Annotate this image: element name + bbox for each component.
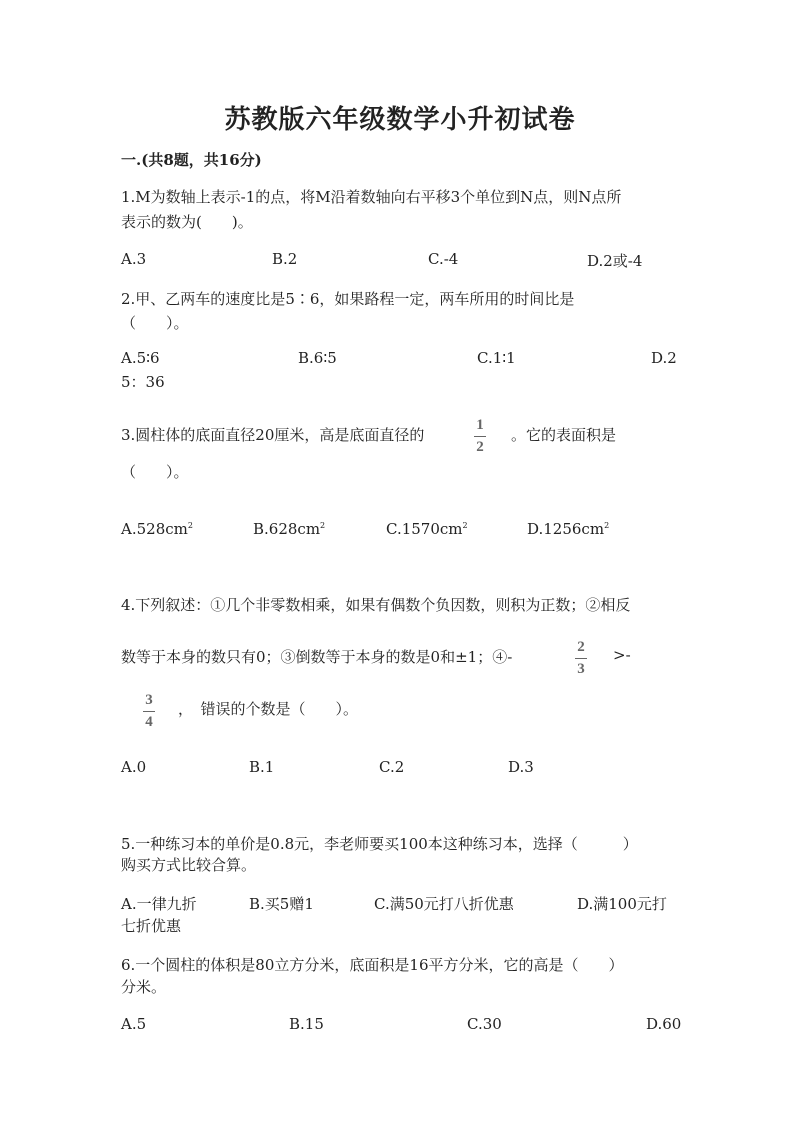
option-d[interactable]: D.60 [646, 1015, 682, 1033]
question-text: 2.甲、乙两车的速度比是5∶6，如果路程一定，两车所用的时间比是 [121, 290, 575, 308]
question-text: 购买方式比较合算。 [121, 856, 257, 874]
option-d[interactable]: D.2或-4 [587, 252, 643, 270]
question-text: 5.一种练习本的单价是0.8元，李老师要买100本这种练习本，选择（ ） [121, 835, 638, 853]
fraction [143, 693, 155, 730]
option-a[interactable]: A.0 [121, 758, 147, 776]
option-a[interactable]: A.5 [121, 1015, 147, 1033]
question-text: 3.圆柱体的底面直径20厘米，高是底面直径的 [121, 426, 425, 444]
option-c[interactable]: C.-4 [428, 250, 459, 268]
question-text: （ ）。 [121, 314, 189, 332]
question-text: 6.一个圆柱的体积是80立方分米，底面积是16平方分米，它的高是（ ） [121, 956, 624, 974]
option-d[interactable]: D.满100元打 [577, 895, 667, 913]
option-c[interactable]: C.2 [379, 758, 405, 776]
option-b[interactable]: B.2 [272, 250, 298, 268]
fraction-numerator: 1 [476, 417, 484, 433]
unit-superscript: 2 [462, 521, 468, 530]
option-c[interactable] [386, 520, 468, 538]
question-text: 数等于本身的数只有0；③倒数等于本身的数是0和±1；④- [121, 648, 513, 666]
fraction-bar [143, 711, 155, 712]
fraction [575, 640, 587, 677]
option-b[interactable]: B.15 [289, 1015, 324, 1033]
option-b[interactable]: B.6∶5 [298, 349, 337, 367]
question-text: （ ）。 [121, 463, 189, 481]
question-text: 分米。 [121, 978, 167, 996]
fraction-numerator: 2 [577, 639, 585, 655]
question-text: >- [613, 646, 631, 664]
option-c[interactable]: C.1∶1 [477, 349, 516, 367]
unit-superscript: 2 [604, 521, 610, 530]
fraction-numerator: 3 [145, 692, 153, 708]
option-b[interactable] [253, 520, 325, 538]
question-text: 表示的数为( )。 [121, 213, 253, 231]
fraction-bar [575, 658, 587, 659]
option-d-wrap: 5：36 [121, 373, 165, 391]
option-text: B.628cm [253, 520, 321, 538]
option-d[interactable]: D.2 [651, 349, 677, 367]
option-a[interactable] [121, 520, 193, 538]
unit-superscript: 2 [320, 521, 326, 530]
question-text: 4.下列叙述：①几个非零数相乘，如果有偶数个负因数，则积为正数；②相反 [121, 596, 631, 614]
section-heading: 一.(共8题，共16分) [121, 151, 262, 169]
page-title: 苏教版六年级数学小升初试卷 [224, 105, 576, 135]
fraction-denominator: 4 [145, 714, 153, 730]
option-c[interactable]: C.满50元打八折优惠 [374, 895, 514, 913]
option-a[interactable]: A.一律九折 [121, 895, 197, 913]
option-text: C.1570cm [386, 520, 463, 538]
option-a[interactable]: A.3 [121, 250, 147, 268]
unit-superscript: 2 [187, 521, 193, 530]
option-d[interactable]: D.3 [508, 758, 534, 776]
option-d[interactable] [527, 520, 609, 538]
fraction [474, 418, 486, 455]
question-text: 1.M为数轴上表示-1的点，将M沿着数轴向右平移3个单位到N点，则N点所 [121, 188, 622, 206]
question-text: 。它的表面积是 [511, 426, 617, 444]
option-b[interactable]: B.1 [249, 758, 275, 776]
option-text: D.1256cm [527, 520, 605, 538]
option-a[interactable]: A.5∶6 [121, 349, 160, 367]
option-b[interactable]: B.买5赠1 [249, 895, 314, 913]
fraction-denominator: 2 [476, 439, 484, 455]
option-d-wrap: 七折优惠 [121, 917, 182, 935]
fraction-bar [474, 436, 486, 437]
fraction-denominator: 3 [577, 661, 585, 677]
option-c[interactable]: C.30 [467, 1015, 502, 1033]
option-text: A.528cm [121, 520, 188, 538]
question-text: ， 错误的个数是（ ）。 [178, 700, 359, 718]
